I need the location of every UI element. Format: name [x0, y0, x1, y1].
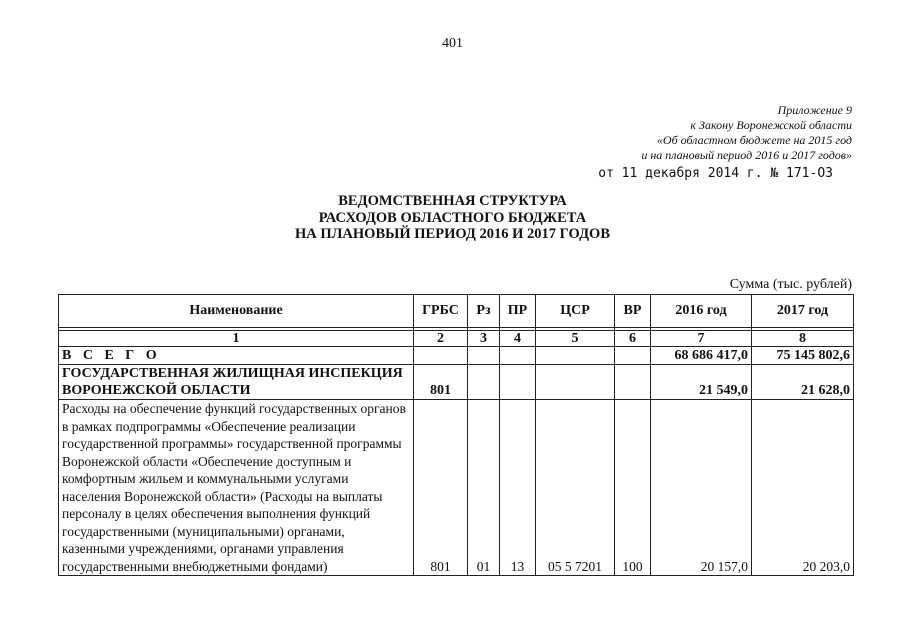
header-grbs: ГРБС [414, 295, 468, 328]
row-vr [615, 365, 651, 400]
table-row-inspection [59, 365, 854, 400]
row-grbs: 801 [414, 365, 468, 400]
row-pr: 13 [500, 400, 536, 576]
row-rz [468, 365, 500, 400]
row-csr [536, 347, 615, 365]
header-pr: ПР [500, 295, 536, 328]
column-number: 8 [752, 331, 854, 347]
row-csr: 05 5 7201 [536, 400, 615, 576]
decree-stamp: от 11 декабря 2014 г. № 171-ОЗ [598, 166, 833, 181]
column-number: 2 [414, 331, 468, 347]
row-grbs: 801 [414, 400, 468, 576]
column-number: 7 [651, 331, 752, 347]
column-number: 6 [615, 331, 651, 347]
header-2017: 2017 год [752, 295, 854, 328]
appendix-note [641, 103, 852, 163]
appendix-line-1: Приложение 9 [777, 103, 852, 117]
row-2017: 21 628,0 [752, 365, 854, 400]
row-2016: 21 549,0 [651, 365, 752, 400]
row-2017: 75 145 802,6 [752, 347, 854, 365]
header-vr: ВР [615, 295, 651, 328]
column-numbers-row [59, 331, 854, 347]
appendix-line-2: к Закону Воронежской области [690, 118, 852, 132]
header-row [59, 295, 854, 328]
table-row-total [59, 347, 854, 365]
row-name: ГОСУДАРСТВЕННАЯ ЖИЛИЩНАЯ ИНСПЕКЦИЯ ВОРОНЕЖСКОЙ ОБЛАСТИ [59, 365, 414, 400]
column-number: 1 [59, 331, 414, 347]
header-name: Наименование [59, 295, 414, 328]
document-title [0, 193, 905, 243]
column-number: 4 [500, 331, 536, 347]
title-line-2: РАСХОДОВ ОБЛАСТНОГО БЮДЖЕТА [318, 209, 587, 226]
title-line-1: ВЕДОМСТВЕННАЯ СТРУКТУРА [338, 193, 567, 209]
row-csr [536, 365, 615, 400]
row-2016: 68 686 417,0 [651, 347, 752, 365]
row-pr [500, 347, 536, 365]
column-number: 5 [536, 331, 615, 347]
row-rz [468, 347, 500, 365]
header-2016: 2016 год [651, 295, 752, 328]
title-line-3: НА ПЛАНОВЫЙ ПЕРИОД 2016 И 2017 ГОДОВ [294, 226, 611, 242]
appendix-line-3: «Об областном бюджете на 2015 год [656, 133, 852, 147]
row-vr: 100 [615, 400, 651, 576]
page-number: 401 [442, 36, 463, 51]
row-name: Расходы на обеспечение функций государственных органов в рамках подпрограммы «Обеспечение реализации государственной программы» государственной программы Воронежской области «Обеспечение доступным и комфортным жильем и коммунальными услугами населения Воронежской области» (Расходы на выплаты персоналу в целях обеспечения выполнения функций государственными (муниципальными) органами, казенными учреждениями, органами управления государственными внебюджетными фондами) [59, 400, 414, 576]
row-name: В С Е Г О [59, 347, 414, 365]
appendix-line-4: и на плановый период 2016 и 2017 годов» [641, 148, 852, 162]
header-csr: ЦСР [536, 295, 615, 328]
row-2016: 20 157,0 [651, 400, 752, 576]
row-vr [615, 347, 651, 365]
row-pr [500, 365, 536, 400]
row-rz: 01 [468, 400, 500, 576]
row-grbs [414, 347, 468, 365]
header-rz: Рз [468, 295, 500, 328]
column-number: 3 [468, 331, 500, 347]
units-label: Сумма (тыс. рублей) [729, 277, 852, 292]
budget-table [58, 294, 854, 576]
row-2017: 20 203,0 [752, 400, 854, 576]
table-row-expense [59, 400, 854, 576]
